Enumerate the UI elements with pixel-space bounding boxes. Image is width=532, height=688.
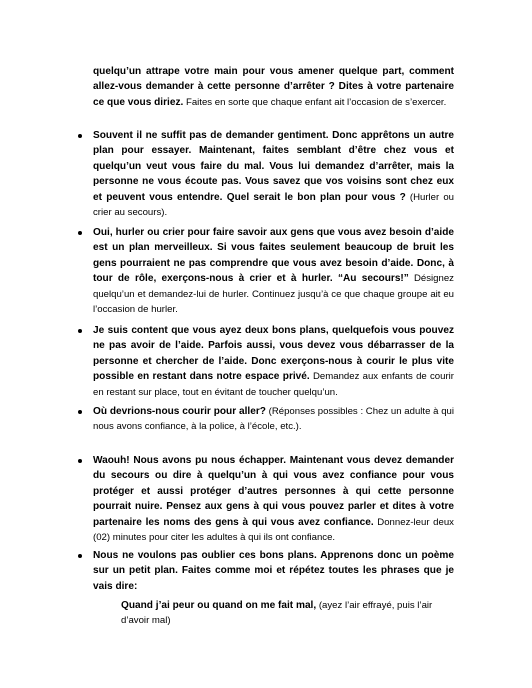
instruction-text: Nous ne voulons pas oublier ces bons plans. Apprenons donc un poème sur un petit plan. Faites comme moi et répétez toutes les phrases que je vais dire: <box>93 550 454 592</box>
instruction-text: Souvent il ne suffit pas de demander gentiment. Donc apprêtons un autre plan pour essayer. Maintenant, faites semblant d’être chez vous et quelqu’un veut vous faire du mal. Vous lui demandez d’arrêter, mais la personne ne vous écoute pas. Vous savez que vos voisins sont chez eux et peuvent vous entendre. Quel serait le bon plan pour vous ? <box>93 130 454 203</box>
bullet-item <box>93 548 454 594</box>
instruction-text: Je suis content que vous ayez deux bons plans, quelquefois vous pouvez ne pas avoir de l’aide. Parfois aussi, vous devez vous débarrasser de la personne et chercher de l’aide. Donc exerçons-nous à courir le plus vite possible en restant dans notre espace privé. <box>93 325 454 383</box>
poem-gesture-note: (ayez l’air effrayé, puis l’air d’avoir mal) <box>121 600 433 627</box>
poem-line <box>121 598 454 629</box>
instruction-text: Waouh! Nous avons pu nous échapper. Maintenant vous devez demander du secours ou dire à quelqu’un à qui vous avez confiance pour vous protéger et aussi protéger d’autres personnes à qui cette personne pourrait nuire. Pensez aux gens à qui vous pouvez parler et dites à votre partenaire les noms des gens à qui vous avez confiance. <box>93 455 454 528</box>
paragraph-continuation <box>93 64 454 110</box>
bullet-item <box>93 128 454 220</box>
poem-text: Quand j’ai peur ou quand on me fait mal, <box>121 600 317 611</box>
bullet-item <box>93 404 454 435</box>
teacher-note: Demandez aux enfants de courir en restant sur place, tout en évitant de toucher quelqu’un. <box>93 371 454 398</box>
teacher-note: Donnez-leur deux (02) minutes pour citer les adultes à qui ils ont confiance. <box>93 516 454 544</box>
teacher-note: Désignez quelqu’un et demandez-lui de hurler. Continuez jusqu’à ce que chaque groupe ait eu l’occasion de hurler. <box>93 273 454 316</box>
instruction-text: quelqu’un attrape votre main pour vous amener quelque part, comment allez-vous demander à cette personne d’arrêter ? Dites à votre partenaire ce que vous diriez. <box>93 66 454 108</box>
teacher-note: Faites en sorte que chaque enfant ait l’occasion de s’exercer. <box>183 96 447 108</box>
instruction-text: Où devrions-nous courir pour aller? <box>93 406 266 417</box>
bullet-item <box>93 453 454 545</box>
bullet-item <box>93 323 454 400</box>
teacher-note: (Réponses possibles : Chez un adulte à qui nous avons confiance, à la police, à l’école, etc.). <box>93 406 454 433</box>
teacher-note: (Hurler ou crier au secours). <box>93 191 454 219</box>
instruction-text: Oui, hurler ou crier pour faire savoir aux gens que vous avez besoin d’aide est un plan merveilleux. Si vous faites seulement beaucoup de bruit les gens pourraient ne pas comprendre que vous avez besoin d’aide. Donc, à tour de rôle, exerçons-nous à crier et à hurler. “Au secours!” <box>93 227 454 285</box>
bullet-item <box>93 225 454 317</box>
